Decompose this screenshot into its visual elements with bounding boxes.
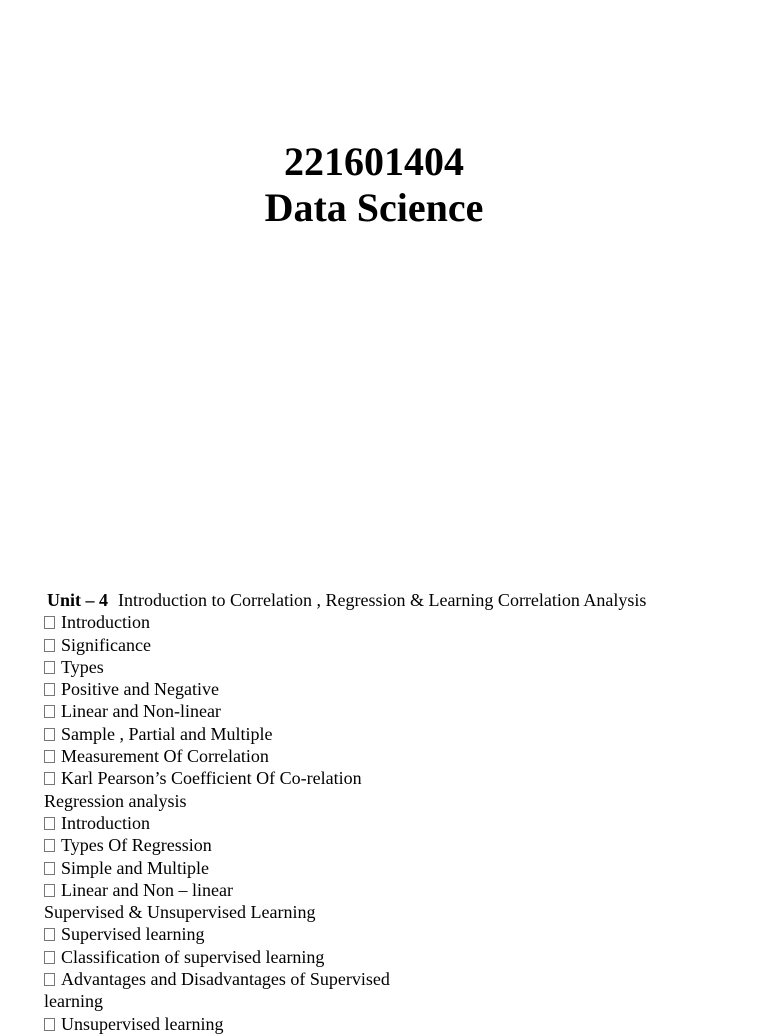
list-item-label: Types Of Regression <box>61 835 212 856</box>
list-item-label: Linear and Non-linear <box>61 701 221 722</box>
list-item <box>44 923 744 945</box>
list-item-label: Supervised learning <box>61 924 205 945</box>
list-item-continuation: learning <box>44 991 103 1012</box>
title-block <box>0 139 748 231</box>
list-item <box>44 968 744 990</box>
list-item-label: Karl Pearson’s Coefficient Of Co-relation <box>61 768 362 789</box>
list-item-label: Classification of supervised learning <box>61 946 325 967</box>
regression-heading: Regression analysis <box>44 790 187 811</box>
list-item <box>44 879 744 901</box>
list-item-label: Measurement Of Correlation <box>61 746 269 767</box>
list-item <box>44 700 744 722</box>
list-item <box>44 611 744 633</box>
syllabus-content <box>44 589 744 1035</box>
list-item-label: Types <box>61 656 104 677</box>
list-item <box>44 946 744 968</box>
missing-glyph-box-icon <box>44 1018 55 1031</box>
unit-heading <box>44 589 744 611</box>
list-item-label: Linear and Non – linear <box>61 879 233 900</box>
missing-glyph-box-icon <box>44 683 55 696</box>
list-item <box>44 634 744 656</box>
missing-glyph-box-icon <box>44 839 55 852</box>
list-item <box>44 723 744 745</box>
unit-label: Unit – 4 <box>47 590 109 610</box>
list-item-label: Introduction <box>61 612 150 633</box>
list-item-label: Sample , Partial and Multiple <box>61 723 273 744</box>
missing-glyph-box-icon <box>44 928 55 941</box>
missing-glyph-box-icon <box>44 616 55 629</box>
list-item <box>44 745 744 767</box>
list-item <box>44 834 744 856</box>
list-item <box>44 767 744 789</box>
list-item <box>44 812 744 834</box>
missing-glyph-box-icon <box>44 772 55 785</box>
missing-glyph-box-icon <box>44 661 55 674</box>
list-item-label: Significance <box>61 634 151 655</box>
list-item-label: Advantages and Disadvantages of Supervised <box>61 969 390 990</box>
list-item <box>44 857 744 879</box>
missing-glyph-box-icon <box>44 750 55 763</box>
missing-glyph-box-icon <box>44 817 55 830</box>
missing-glyph-box-icon <box>44 639 55 652</box>
list-item-label: Unsupervised learning <box>61 1013 224 1034</box>
missing-glyph-box-icon <box>44 705 55 718</box>
course-title: Data Science <box>264 185 484 230</box>
missing-glyph-box-icon <box>44 728 55 741</box>
missing-glyph-box-icon <box>44 862 55 875</box>
learning-heading: Supervised & Unsupervised Learning <box>44 902 316 923</box>
course-code: 221601404 <box>284 139 464 184</box>
list-item-label: Introduction <box>61 812 150 833</box>
list-item <box>44 678 744 700</box>
missing-glyph-box-icon <box>44 884 55 897</box>
missing-glyph-box-icon <box>44 973 55 986</box>
unit-title: Introduction to Correlation , Regression & Learning Correlation Analysis <box>118 590 647 610</box>
list-item <box>44 656 744 678</box>
list-item-label: Simple and Multiple <box>61 857 209 878</box>
list-item-label: Positive and Negative <box>61 679 219 700</box>
missing-glyph-box-icon <box>44 951 55 964</box>
